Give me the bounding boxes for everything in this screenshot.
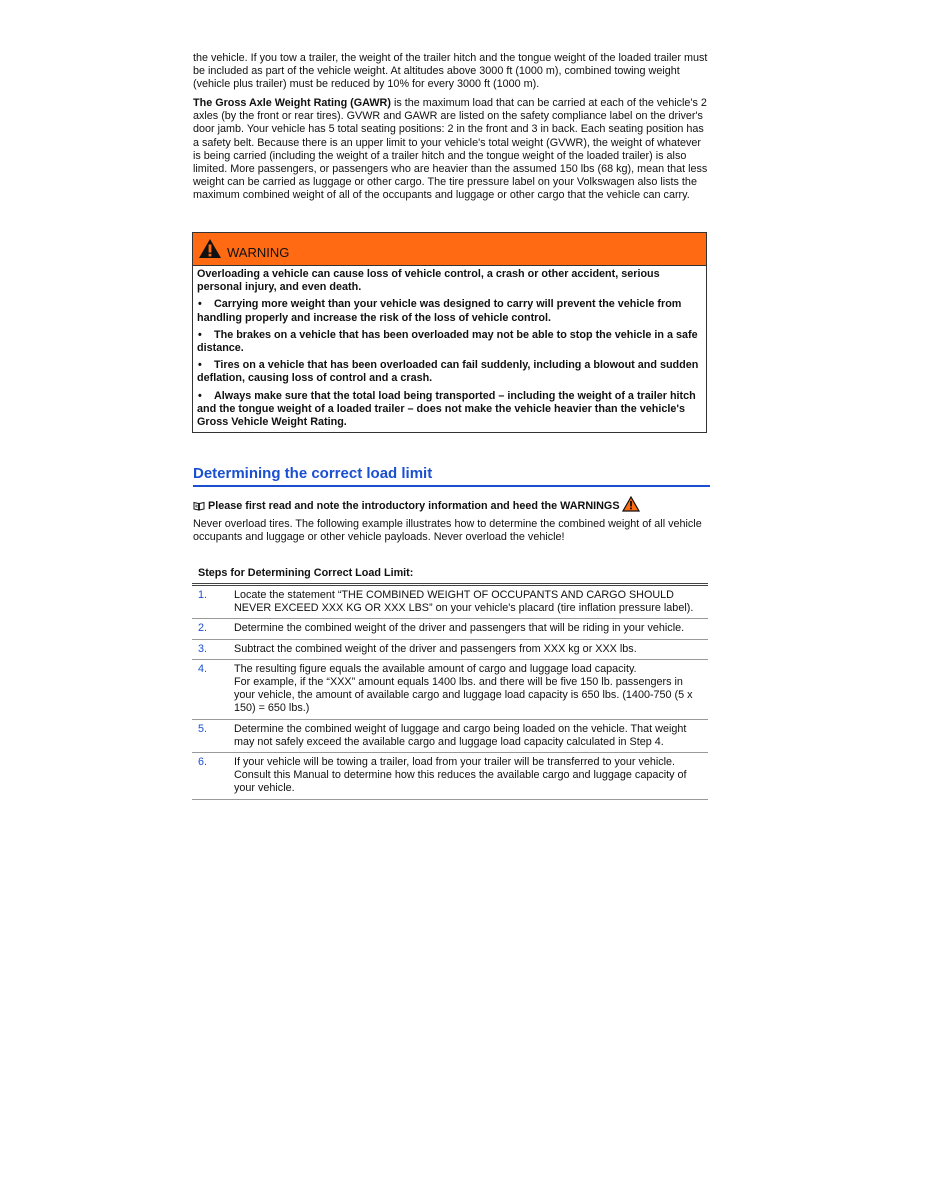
warning-body (193, 266, 706, 432)
warning-item: • The brakes on a vehicle that has been overloaded may not be able to stop the vehicle in a safe distance. (197, 328, 698, 355)
bullet: • (198, 298, 202, 311)
warning-item: • Carrying more weight than your vehicle was designed to carry will prevent the vehicle from handling properly and increase the risk of the loss of vehicle control. (197, 298, 682, 324)
read-note (193, 496, 713, 514)
step-text: Determine the combined weight of the driver and passengers that will be riding in your vehicle. (234, 622, 685, 635)
step-row (192, 586, 708, 619)
step-number: 5. (198, 722, 208, 735)
steps-title: Steps for Determining Correct Load Limit: (198, 567, 414, 579)
step-number: 3. (198, 642, 208, 655)
step-text: Subtract the combined weight of the driver and passengers from XXX kg or XXX lbs. (234, 642, 637, 655)
step-text: Determine the combined weight of luggage and cargo being loaded on the vehicle. That weight may not safely exceed the available cargo and luggage load capacity calculated in Step 4. (234, 722, 687, 748)
step-number: 4. (198, 662, 208, 675)
warning-lead: Overloading a vehicle can cause loss of vehicle control, a crash or other accident, serious personal injury, and even death. (197, 268, 660, 294)
warning-header (193, 233, 706, 266)
warning-triangle-icon (198, 238, 222, 259)
steps-table (192, 583, 708, 800)
step-row (192, 753, 708, 800)
intro-paragraph: the vehicle. If you tow a trailer, the weight of the trailer hitch and the tongue weight of the loaded trailer must be included as part of the vehicle weight. At altitudes above 3000 ft (1000 m), combined towing weight (vehicle plus trailer) must be reduced by 10% for every 3000 ft (1000 m). (193, 52, 708, 91)
warning-item: • Tires on a vehicle that has been overloaded can fail suddenly, including a blowout and sudden deflation, causing loss of control and a crash. (197, 359, 699, 385)
step-number: 6. (198, 756, 208, 769)
read-note-text: Please first read and note the introductory information and heed the WARNINGS (208, 500, 620, 512)
section-heading: Determining the correct load limit (193, 464, 710, 487)
step-text-example: For example, if the “XXX” amount equals 1400 lbs. and there will be five 150 lb. passengers in your vehicle, the amount of available cargo and luggage load capacity is 650 lbs. (1400-750 (5 x 150) = 650 lbs.) (234, 676, 693, 715)
step-text-line: The resulting figure equals the available amount of cargo and luggage load capacity. (234, 662, 637, 675)
step-text: If your vehicle will be towing a trailer, load from your trailer will be transferred to your vehicle. Consult this Manual to determine how this reduces the available cargo and luggage capacity of your vehicle. (234, 756, 687, 795)
warning-triangle-icon (622, 496, 640, 512)
step-number: 1. (198, 589, 208, 601)
bullet: • (198, 328, 202, 341)
step-row (192, 720, 708, 753)
bullet: • (198, 389, 202, 402)
step-row (192, 660, 708, 720)
step-text (234, 663, 708, 716)
section-intro: Never overload tires. The following example illustrates how to determine the combined weight of all vehicle occupants and luggage or other vehicle payloads. Never overload the vehicle! (193, 518, 702, 544)
warning-box (192, 232, 707, 433)
step-text: Locate the statement “THE COMBINED WEIGHT OF OCCUPANTS AND CARGO SHOULD NEVER EXCEED XXX KG OR XXX LBS” on your vehicle's placard (tire inflation pressure label). (234, 589, 694, 615)
bullet: • (198, 359, 202, 372)
gawr-paragraph (193, 97, 709, 203)
step-row (192, 640, 708, 660)
step-number: 2. (198, 622, 208, 635)
step-row (192, 619, 708, 639)
gawr-text: is the maximum load that can be carried at each of the vehicle's 2 axles (by the front or rear tires). GVWR and GAWR are listed on the safety compliance label on the driver's door jamb. Your vehicle has 5 total seating positions: 2 in the front and 3 in back. Each seating position has a safety belt. Because there is an upper limit to your vehicle's total weight (GVWR), the weight of whatever is being carried (including the weight of a trailer hitch and the tongue weight of the loaded trailer) is also limited. More passengers, or passengers who are heavier than the assumed 150 lbs (68 kg), mean that less weight can be carried as luggage or other cargo. The tire pressure label on your Volkswagen also lists the maximum combined weight of all of the occupants and luggage or other cargo that the vehicle can carry. (193, 97, 708, 202)
gawr-term: The Gross Axle Weight Rating (GAWR) (193, 97, 391, 109)
book-icon (193, 501, 205, 511)
warning-title: WARNING (227, 245, 290, 260)
warning-item: • Always make sure that the total load being transported – including the weight of a trailer hitch and the tongue weight of a loaded trailer – does not make the vehicle heavier than the vehicle's Gross Vehicle Weight Rating. (197, 389, 696, 429)
